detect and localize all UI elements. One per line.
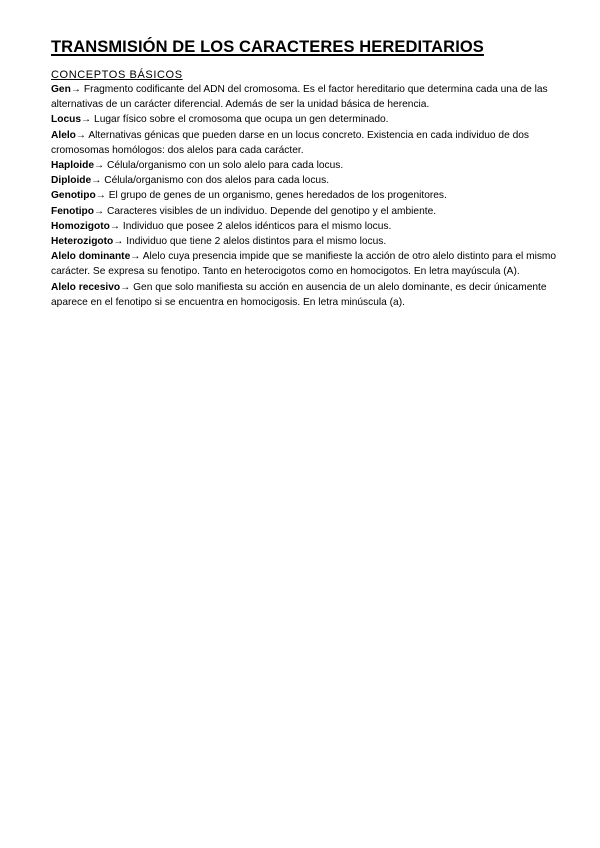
definition-text: → Célula/organismo con dos alelos para cada locus. bbox=[91, 175, 330, 187]
definition-text: → Alelo cuya presencia impide que se manifieste la acción de otro alelo distinto para el mismo carácter. Se expresa su fenotipo. Tanto en heterocigotos como en homocigotos. En letra mayúscula (A). bbox=[51, 251, 557, 278]
section-heading: CONCEPTOS BÁSICOS bbox=[51, 69, 183, 81]
definition-text: → Caracteres visibles de un individuo. Depende del genotipo y el ambiente. bbox=[94, 205, 437, 217]
definition-text: → Lugar físico sobre el cromosoma que ocupa un gen determinado. bbox=[81, 114, 389, 126]
definition-term: Fenotipo bbox=[51, 205, 95, 217]
definition-item-locus bbox=[51, 112, 561, 127]
definition-term: Locus bbox=[51, 114, 82, 126]
definition-item-haploide bbox=[51, 158, 561, 173]
definition-text: → Individuo que tiene 2 alelos distintos para el mismo locus. bbox=[113, 236, 387, 248]
definition-item-alelo-recesivo bbox=[51, 280, 561, 310]
definition-term: Genotipo bbox=[51, 190, 96, 202]
definition-item-genotipo bbox=[51, 188, 561, 203]
definition-term: Alelo bbox=[51, 129, 76, 141]
definition-item-diploide bbox=[51, 173, 561, 188]
definition-text: → Fragmento codificante del ADN del cromosoma. Es el factor hereditario que determina cada una de las alternativas de un carácter diferencial. Además de ser la unidad básica de herencia. bbox=[51, 84, 548, 111]
definition-text: → Individuo que posee 2 alelos idénticos para el mismo locus. bbox=[109, 220, 392, 232]
definition-text: → El grupo de genes de un organismo, genes heredados de los progenitores. bbox=[95, 190, 447, 202]
definition-text: → Célula/organismo con un solo alelo para cada locus. bbox=[94, 160, 344, 172]
definition-term: Diploide bbox=[51, 175, 92, 187]
definition-item-heterozigoto bbox=[51, 234, 561, 249]
definition-term: Gen bbox=[51, 84, 71, 95]
definition-item-alelo bbox=[51, 128, 561, 158]
definition-term: Heterozigoto bbox=[51, 236, 114, 248]
definition-item-alelo-dominante bbox=[51, 249, 561, 279]
definition-term: Alelo dominante bbox=[51, 251, 131, 263]
definition-term: Alelo recesivo bbox=[51, 281, 121, 293]
definition-term: Haploide bbox=[51, 160, 95, 172]
definition-text: → Gen que solo manifiesta su acción en ausencia de un alelo dominante, es decir únicamente aparece en el fenotipo si se encuentra en homocigosis. En letra minúscula (a). bbox=[51, 281, 547, 308]
definition-item-gen bbox=[51, 82, 561, 112]
definition-item-fenotipo bbox=[51, 204, 561, 219]
definitions-list bbox=[51, 82, 561, 310]
definition-text: → Alternativas génicas que pueden darse en un locus concreto. Existencia en cada individuo de dos cromosomas homólogos: dos alelos para cada carácter. bbox=[51, 129, 529, 156]
definition-term: Homozigoto bbox=[51, 220, 110, 232]
definition-item-homozigoto bbox=[51, 219, 561, 234]
page-title: TRANSMISIÓN DE LOS CARACTERES HEREDITARIOS bbox=[51, 38, 484, 56]
